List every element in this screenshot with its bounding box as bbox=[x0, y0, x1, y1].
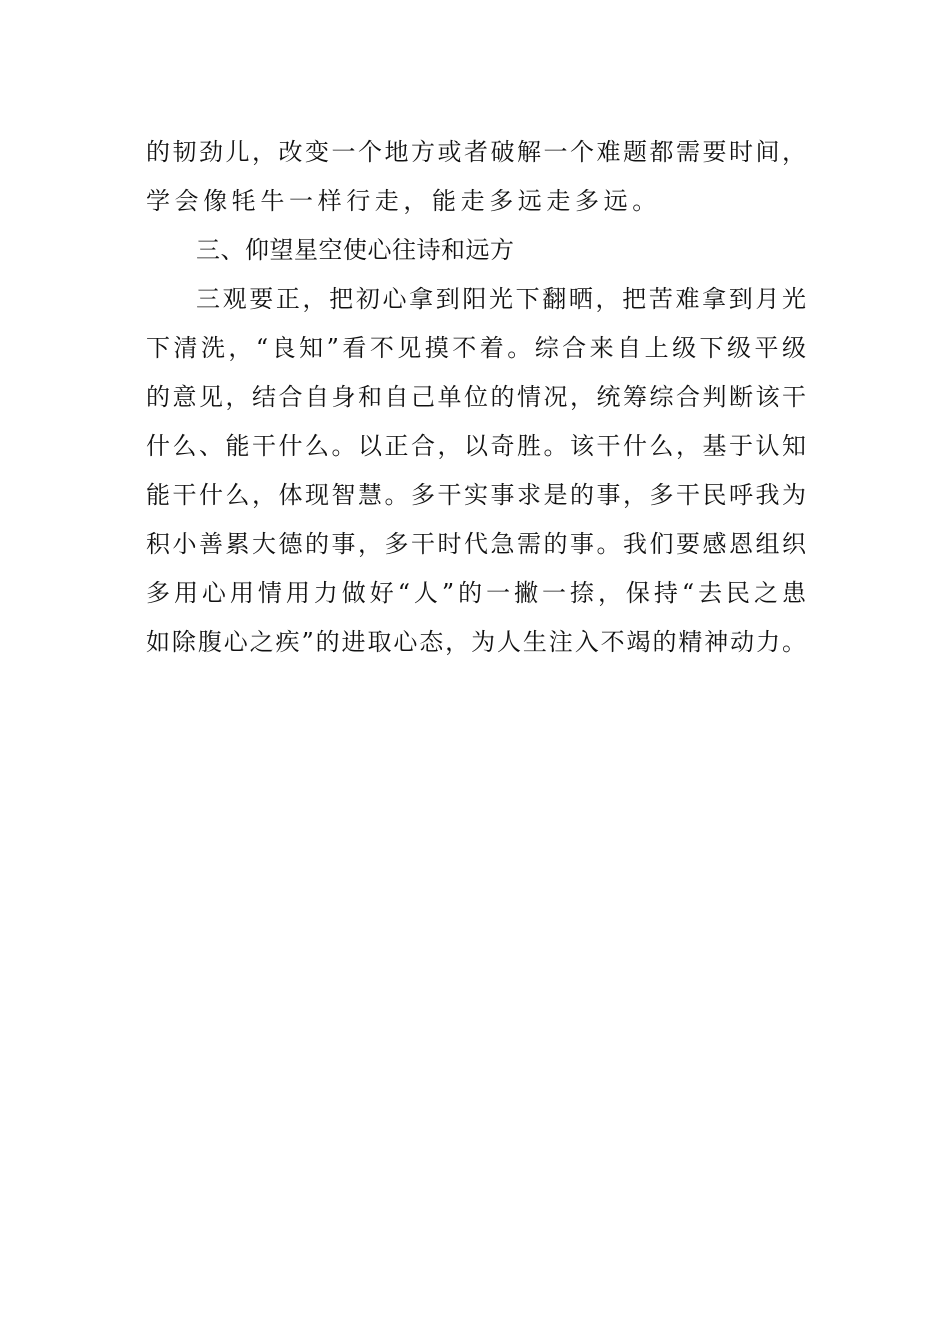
paragraph-line: 什么、能干什么。以正合，以奇胜。该干什么，基于认知 bbox=[146, 432, 806, 460]
paragraph-line: 的韧劲儿，改变一个地方或者破解一个难题都需要时间， bbox=[146, 138, 806, 166]
paragraph-line: 如除腹心之疾”的进取心态，为人生注入不竭的精神动力。 bbox=[146, 628, 806, 656]
paragraph-line: 三观要正，把初心拿到阳光下翻晒，把苦难拿到月光 bbox=[196, 285, 806, 313]
body-text bbox=[146, 128, 806, 667]
paragraph-line: 积小善累大德的事，多干时代急需的事。我们要感恩组织 bbox=[146, 530, 806, 558]
paragraph-line: 多用心用情用力做好“人”的一撇一捺，保持“去民之患 bbox=[146, 579, 806, 607]
paragraph-line: 的意见，结合自身和自己单位的情况，统筹综合判断该干 bbox=[146, 383, 806, 411]
paragraph-line: 下清洗，“良知”看不见摸不着。综合来自上级下级平级 bbox=[146, 334, 806, 362]
paragraph-line: 能干什么，体现智慧。多干实事求是的事，多干民呼我为 bbox=[146, 481, 806, 509]
section-heading: 三、仰望星空使心往诗和远方 bbox=[196, 236, 515, 264]
paragraph-line: 学会像牦牛一样行走，能走多远走多远。 bbox=[146, 187, 661, 215]
